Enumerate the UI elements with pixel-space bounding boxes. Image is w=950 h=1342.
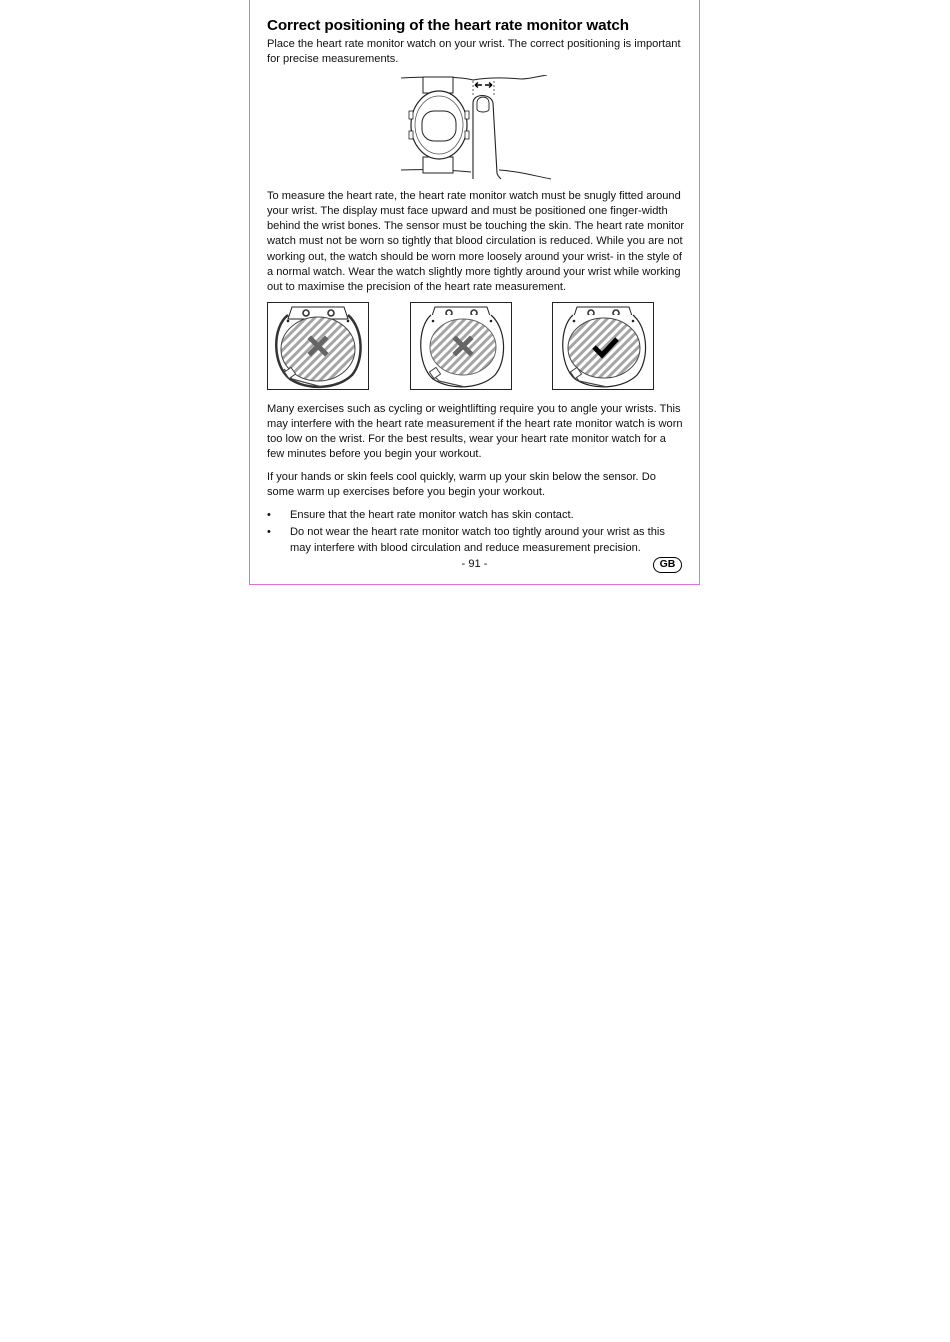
section-heading: Correct positioning of the heart rate monitor watch xyxy=(267,17,629,34)
list-item xyxy=(267,525,685,556)
bullet-icon: • xyxy=(267,509,271,522)
tips-list xyxy=(267,508,685,556)
page-number: - 91 - xyxy=(461,558,488,570)
document-page xyxy=(249,0,700,585)
list-item xyxy=(267,508,685,524)
strap-too-loose-wrong-icon xyxy=(268,303,368,389)
page-footer xyxy=(250,556,699,576)
cool-skin-paragraph: If your hands or skin feels cool quickly, warm up your skin below the sensor. Do some warm up exercises before you begin your workout. xyxy=(267,471,656,499)
fit-figure-too-tight xyxy=(410,302,512,390)
fit-figure-too-loose xyxy=(267,302,369,390)
fit-illustrations xyxy=(267,302,685,394)
strap-too-tight-wrong-icon xyxy=(411,303,511,389)
page-content xyxy=(267,16,685,557)
measure-paragraph: To measure the heart rate, the heart rate monitor watch must be snugly fitted around your wrist. The display must face upward and must be positioned one finger-width behind the wrist bones. The sensor must be touching the skin. The heart rate monitor watch must not be worn so tightly that blood circulation is reduced. While you are not working out, the watch should be worn more loosely around your wrist- in the style of a normal watch. Wear the watch slightly more tightly around your wrist while working out to maximise the precision of the heart rate measurement. xyxy=(267,190,685,293)
strap-correct-fit-icon xyxy=(553,303,653,389)
list-item-text: Ensure that the heart rate monitor watch has skin contact. xyxy=(290,509,574,522)
fit-figure-correct xyxy=(552,302,654,390)
list-item-text: Do not wear the heart rate monitor watch too tightly around your wrist as this may interfere with blood circulation and reduce measurement precision. xyxy=(290,526,665,554)
bullet-icon: • xyxy=(267,526,271,538)
language-badge: GB xyxy=(653,557,682,573)
watch-on-wrist-finger-width-illustration xyxy=(401,75,551,181)
intro-paragraph: Place the heart rate monitor watch on your wrist. The correct positioning is important for precise measurements. xyxy=(267,38,681,66)
exercise-paragraph: Many exercises such as cycling or weightlifting require you to angle your wrists. This may interfere with the heart rate measurement if the heart rate monitor watch is worn too low on the wrist. For the best results, wear your heart rate monitor watch for a few minutes before you begin your workout. xyxy=(267,402,683,461)
